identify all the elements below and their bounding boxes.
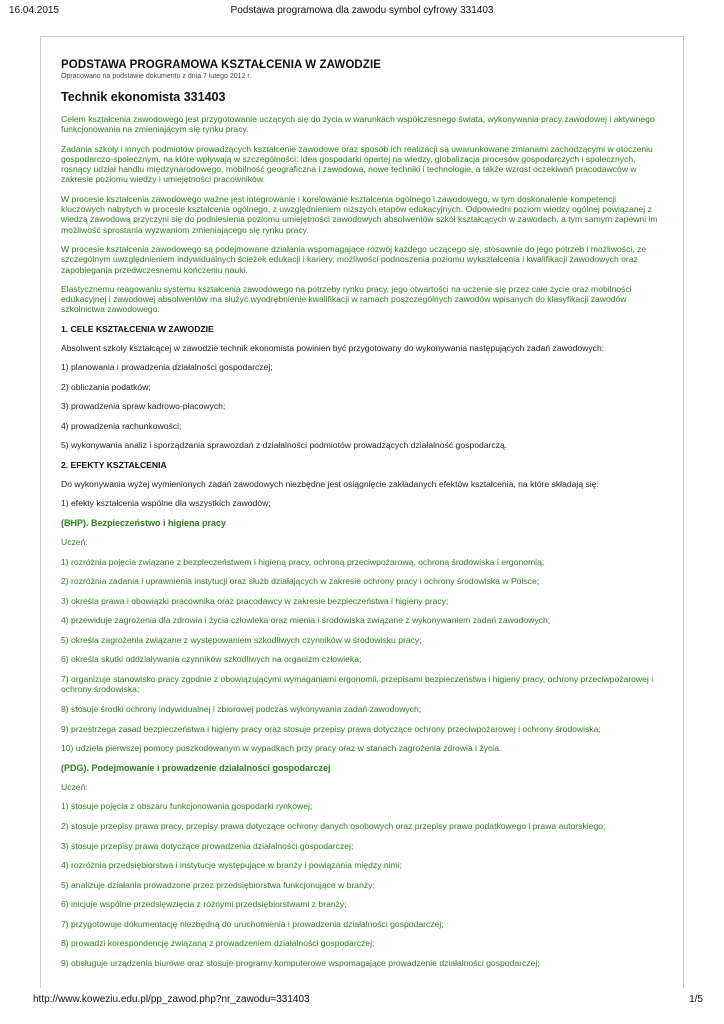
- print-title: Podstawa programowa dla zawodu symbol cyfrowy 331403: [230, 5, 494, 16]
- page-number: 1/5: [689, 994, 703, 1005]
- list-item: 8) prowadzi korespondencję związaną z prowadzeniem działalności gospodarczej;: [61, 938, 375, 949]
- list-item: 7) przygotowuje dokumentację niezbędną do uruchomienia i prowadzenia działalności gospodarczej;: [61, 918, 444, 929]
- document-content: [61, 57, 661, 978]
- section-lead: Do wykonywania wyżej wymienionych zadań zawodowych niezbędne jest osiągnięcie zakładanych efektów kształcenia, na które składają się:: [61, 479, 599, 490]
- intro-paragraph: W procesie kształcenia zawodowego są podejmowane działania wspomagające rozwój każdego uczącego się, stosownie do jego potrzeb i możliwości, ze szczególnym uwzględnieniem indywidualnych ścieżek edukacji i kariery, możliwości podnoszenia poziomu wykształcenia i kwalifikacji zawodowych oraz zapobiegania przedwczesnemu kończeniu nauki.: [61, 243, 647, 275]
- list-item: 7) organizuje stanowisko pracy zgodnie z obowiązującymi wymaganiami ergonomii, przepisami bezpieczeństwa i higieny pracy, ochrony przeciwpożarowej i ochrony środowiska;: [61, 674, 654, 695]
- intro-paragraph: Elastycznemu reagowaniu systemu kształcenia zawodowego na potrzeby rynku pracy, jego otwartości na uczenie się przez całe życie oraz mobilności edukacyjnej i zawodowej absolwentów ma służyć wyodrębnienie kwalifikacji w ramach poszczególnych zawodów wpisanych do klasyfikacji zawodów szkolnictwa zawodowego.: [61, 283, 632, 315]
- unit-heading-bhp: (BHP). Bezpieczeństwo i higiena pracy: [61, 517, 227, 528]
- list-item: 10) udziela pierwszej pomocy poszkodowanym w wypadkach przy pracy oraz w stanach zagrożenia zdrowia i życia.: [61, 743, 502, 754]
- intro-paragraph: Zadania szkoły i innych podmiotów prowadzących kształcenie zawodowe oraz sposób ich realizacji są uwarunkowane zmianami zachodzącymi w otoczeniu gospodarczo-społecznym, na które wpływają w szczególności: idea gospodarki opartej na wiedzy, globalizacja procesów gospodarczych i społecznych, rosnący udział handlu międzynarodowego, mobilność geograficzna i zawodowa, nowe techniki i technologie, a także wzrost oczekiwań pracodawców w zakresie poziomu wiedzy i umiejętności pracowników.: [61, 143, 653, 185]
- list-item: 4) przewiduje zagrożenia dla zdrowia i życia człowieka oraz mienia i środowiska związane z wykonywaniem zadań zawodowych;: [61, 615, 551, 626]
- list-item: 8) stosuje środki ochrony indywidualnej i zbiorowej podczas wykonywania zadań zawodowych;: [61, 703, 422, 714]
- list-item: 2) rozróżnia zadania i uprawnienia instytucji oraz służb działających w zakresie ochrony pracy i ochrony środowiska w Polsce;: [61, 576, 540, 587]
- intro-paragraph: W procesie kształcenia zawodowego ważne jest integrowanie i korelowanie kształcenia ogólnego i zawodowego, w tym doskonalenie kompetencji kluczowych nabytych w procesie kształcenia ogólnego, z uwzględnieniem niższych etapów edukacyjnych. Odpowiedni poziom wiedzy ogólnej powiązanej z wiedzą zawodową przyczyni się do podniesienia poziomu umiejętności zawodowych absolwentów szkół kształcących w zawodach, a tym samym zapewni im możliwość sprostania wyzwaniom zmieniającego się rynku pracy.: [61, 193, 658, 235]
- list-item: 4) rozróżnia przedsiębiorstwa i instytucje występujące w branży i powiązania między nimi;: [61, 860, 403, 871]
- list-item: 2) obliczania podatków;: [61, 381, 151, 392]
- document-subtitle: Opracowano na podstawie dokumentu z dnia 7 lutego 2012 r.: [61, 73, 252, 80]
- list-item: 5) wykonywania analiz i sporządzania sprawozdań z działalności podmiotów prowadzących działalność gospodarczą.: [61, 440, 508, 451]
- list-item: 6) inicjuje wspólne przedsięwzięcia z różnymi przedsiębiorstwami z branży;: [61, 899, 347, 910]
- list-item: 9) przestrzega zasad bezpieczeństwa i higieny pracy oraz stosuje przepisy prawa dotyczące ochrony przeciwpożarowej i ochrony środowiska;: [61, 723, 601, 734]
- section-heading-effects: 2. EFEKTY KSZTAŁCENIA: [61, 460, 167, 471]
- list-item: 6) określa skutki oddziaływania czynników szkodliwych na organizm człowieka;: [61, 654, 362, 665]
- list-item: 5) określa zagrożenia związane z występowaniem szkodliwych czynników w środowisku pracy;: [61, 634, 422, 645]
- list-item: 9) obsługuje urządzenia biurowe oraz stosuje programy komputerowe wspomagające prowadzenie działalności gospodarczej;: [61, 958, 540, 969]
- learner-label: Uczeń:: [61, 536, 88, 547]
- list-item: 1) planowania i prowadzenia działalności gospodarczej;: [61, 362, 273, 373]
- print-date: 16.04.2015: [9, 5, 60, 16]
- print-header: [0, 5, 724, 21]
- list-item: 3) określa prawa i obowiązki pracownika oraz pracodawcy w zakresie bezpieczeństwa i higieny pracy;: [61, 595, 449, 606]
- list-item: 1) efekty kształcenia wspólne dla wszystkich zawodów;: [61, 498, 271, 509]
- list-item: 4) prowadzenia rachunkowości;: [61, 420, 182, 431]
- list-item: 1) rozróżnia pojęcia związane z bezpieczeństwem i higieną pracy, ochroną przeciwpożarową, ochroną środowiska i ergonomią;: [61, 556, 545, 567]
- list-item: 5) analizuje działania prowadzone przez przedsiębiorstwa funkcjonujące w branży;: [61, 879, 375, 890]
- print-url: http://www.koweziu.edu.pl/pp_zawod.php?nr_zawodu=331403: [33, 994, 310, 1005]
- section-lead: Absolwent szkoły kształcącej w zawodzie technik ekonomista powinien być przygotowany do wykonywania następujących zadań zawodowych:: [61, 342, 605, 353]
- print-footer: [0, 994, 724, 1010]
- list-item: 3) stosuje przepisy prawa dotyczące prowadzenia działalności gospodarczej;: [61, 840, 354, 851]
- profession-heading: Technik ekonomista 331403: [61, 90, 226, 104]
- document-title: PODSTAWA PROGRAMOWA KSZTAŁCENIA W ZAWODZIE: [61, 59, 382, 71]
- list-item: 3) prowadzenia spraw kadrowo-płacowych;: [61, 401, 226, 412]
- list-item: 2) stosuje przepisy prawa pracy, przepisy prawa dotyczące ochrony danych osobowych oraz przepisy prawa podatkowego i prawa autorskiego;: [61, 820, 606, 831]
- section-heading-goals: 1. CELE KSZTAŁCENIA W ZAWODZIE: [61, 323, 214, 334]
- unit-heading-pdg: (PDG). Podejmowanie i prowadzenie działalności gospodarczej: [61, 762, 331, 773]
- learner-label: Uczeń:: [61, 781, 88, 792]
- list-item: 1) stosuje pojęcia z obszaru funkcjonowania gospodarki rynkowej;: [61, 801, 313, 812]
- intro-paragraph: Celem kształcenia zawodowego jest przygotowanie uczących się do życia w warunkach współczesnego świata, wykonywania pracy zawodowej i aktywnego funkcjonowania na zmieniającym się rynku pracy.: [61, 114, 655, 135]
- document-frame: [40, 36, 684, 988]
